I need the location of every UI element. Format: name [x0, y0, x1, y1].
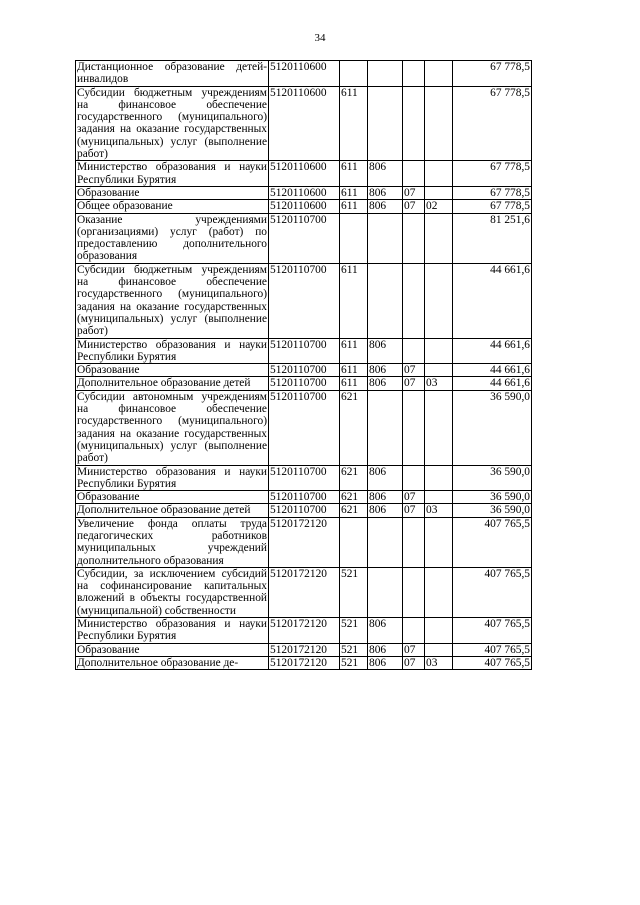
- expense-type-cell: 621: [340, 504, 368, 517]
- section-code-cell: 07: [403, 656, 425, 669]
- target-article-cell: 5120110600: [269, 186, 340, 199]
- amount-cell: 44 661,6: [453, 263, 532, 338]
- expense-type-cell: 611: [340, 86, 368, 161]
- table-row: [76, 377, 532, 390]
- expense-type-cell: 521: [340, 567, 368, 617]
- department-code-cell: [368, 517, 403, 567]
- department-code-cell: [368, 61, 403, 87]
- section-code-cell: [403, 213, 425, 263]
- expense-type-cell: 621: [340, 491, 368, 504]
- section-code-cell: 07: [403, 643, 425, 656]
- target-article-cell: 5120110700: [269, 364, 340, 377]
- department-code-cell: 806: [368, 656, 403, 669]
- section-code-cell: [403, 618, 425, 644]
- table-row: [76, 618, 532, 644]
- section-code-cell: [403, 465, 425, 491]
- row-name-cell: Министерство образования и науки Республики Бурятия: [77, 465, 267, 490]
- department-code-cell: [368, 263, 403, 338]
- expense-type-cell: 521: [340, 618, 368, 644]
- target-article-cell: 5120110700: [269, 491, 340, 504]
- row-name-cell: Дополнительное образование де-: [76, 656, 269, 669]
- table-row: [76, 390, 532, 465]
- subsection-code-cell: [425, 517, 453, 567]
- page-number: 34: [314, 32, 326, 44]
- department-code-cell: 806: [368, 161, 403, 187]
- section-code-cell: [403, 567, 425, 617]
- target-article-cell: 5120110700: [269, 465, 340, 491]
- target-article-cell: 5120110700: [269, 213, 340, 263]
- section-code-cell: [403, 86, 425, 161]
- target-article-cell: 5120172120: [269, 618, 340, 644]
- table-row: [76, 517, 532, 567]
- amount-cell: 36 590,0: [453, 491, 532, 504]
- expense-type-cell: 621: [340, 465, 368, 491]
- target-article-cell: 5120110600: [269, 161, 340, 187]
- row-name-cell: Дополнительное образование детей: [76, 504, 269, 517]
- row-name-cell: Образование: [76, 186, 269, 199]
- table-row: [76, 656, 532, 669]
- target-article-cell: 5120172120: [269, 656, 340, 669]
- target-article-cell: 5120110700: [269, 390, 340, 465]
- row-name-cell: Министерство образования и науки Республики Бурятия: [77, 161, 267, 186]
- row-name-cell: Субсидии, за исключением субсидий на софинансирование капитальных вложений в объекты государственной (муниципальной) собственности: [77, 567, 267, 617]
- subsection-code-cell: [425, 390, 453, 465]
- section-code-cell: [403, 263, 425, 338]
- subsection-code-cell: 03: [425, 377, 453, 390]
- table-row: [76, 465, 532, 491]
- target-article-cell: 5120110600: [269, 200, 340, 213]
- row-name-cell: Образование: [76, 643, 269, 656]
- table-row: [76, 504, 532, 517]
- amount-cell: 67 778,5: [453, 161, 532, 187]
- target-article-cell: 5120172120: [269, 517, 340, 567]
- subsection-code-cell: [425, 338, 453, 364]
- amount-cell: 67 778,5: [453, 200, 532, 213]
- amount-cell: 67 778,5: [453, 61, 532, 87]
- row-name-cell: Дополнительное образование детей: [76, 377, 269, 390]
- table-body: [76, 61, 532, 670]
- target-article-cell: 5120110700: [269, 377, 340, 390]
- expense-type-cell: 521: [340, 643, 368, 656]
- subsection-code-cell: 03: [425, 504, 453, 517]
- department-code-cell: [368, 86, 403, 161]
- target-article-cell: 5120110600: [269, 61, 340, 87]
- target-article-cell: 5120110600: [269, 86, 340, 161]
- department-code-cell: 806: [368, 338, 403, 364]
- section-code-cell: [403, 61, 425, 87]
- department-code-cell: 806: [368, 491, 403, 504]
- section-code-cell: 07: [403, 186, 425, 199]
- subsection-code-cell: 03: [425, 656, 453, 669]
- section-code-cell: 07: [403, 200, 425, 213]
- department-code-cell: 806: [368, 377, 403, 390]
- target-article-cell: 5120110700: [269, 263, 340, 338]
- section-code-cell: 07: [403, 491, 425, 504]
- target-article-cell: 5120172120: [269, 643, 340, 656]
- section-code-cell: [403, 517, 425, 567]
- amount-cell: 36 590,0: [453, 390, 532, 465]
- subsection-code-cell: 02: [425, 200, 453, 213]
- amount-cell: 44 661,6: [453, 338, 532, 364]
- row-name-cell: Министерство образования и науки Республики Бурятия: [77, 618, 267, 643]
- row-name-cell: Образование: [76, 364, 269, 377]
- expense-type-cell: 611: [340, 377, 368, 390]
- row-name-cell: Дистанционное образование детей-инвалидов: [77, 61, 267, 86]
- amount-cell: 407 765,5: [453, 567, 532, 617]
- amount-cell: 67 778,5: [453, 86, 532, 161]
- department-code-cell: 806: [368, 643, 403, 656]
- subsection-code-cell: [425, 86, 453, 161]
- row-name-cell: Субсидии бюджетным учреждениям на финансовое обеспечение государственного (муниципального) задания на оказание государственных (муниципальных) услуг (выполнение работ): [77, 263, 267, 338]
- department-code-cell: 806: [368, 364, 403, 377]
- department-code-cell: 806: [368, 186, 403, 199]
- target-article-cell: 5120110700: [269, 338, 340, 364]
- row-name-cell: Оказание учреждениями (организациями) услуг (работ) по предоставлению дополнительного образования: [77, 213, 267, 263]
- row-name-cell: Субсидии бюджетным учреждениям на финансовое обеспечение государственного (муниципального) задания на оказание государственных (муниципальных) услуг (выполнение работ): [77, 86, 267, 161]
- amount-cell: 407 765,5: [453, 643, 532, 656]
- section-code-cell: 07: [403, 377, 425, 390]
- table-row: [76, 186, 532, 199]
- table-row: [76, 61, 532, 87]
- section-code-cell: 07: [403, 364, 425, 377]
- section-code-cell: [403, 161, 425, 187]
- expense-type-cell: 611: [340, 200, 368, 213]
- subsection-code-cell: [425, 263, 453, 338]
- amount-cell: 44 661,6: [453, 364, 532, 377]
- subsection-code-cell: [425, 161, 453, 187]
- expense-type-cell: 621: [340, 390, 368, 465]
- expense-type-cell: 611: [340, 161, 368, 187]
- section-code-cell: [403, 338, 425, 364]
- table-row: [76, 338, 532, 364]
- expense-type-cell: [340, 61, 368, 87]
- budget-table: [75, 60, 532, 670]
- subsection-code-cell: [425, 61, 453, 87]
- table-row: [76, 567, 532, 617]
- amount-cell: 407 765,5: [453, 656, 532, 669]
- amount-cell: 44 661,6: [453, 377, 532, 390]
- expense-type-cell: 611: [340, 338, 368, 364]
- department-code-cell: 806: [368, 200, 403, 213]
- row-name-cell: Образование: [76, 491, 269, 504]
- amount-cell: 36 590,0: [453, 465, 532, 491]
- subsection-code-cell: [425, 465, 453, 491]
- subsection-code-cell: [425, 364, 453, 377]
- department-code-cell: 806: [368, 504, 403, 517]
- amount-cell: 407 765,5: [453, 618, 532, 644]
- row-name-cell: Министерство образования и науки Республики Бурятия: [77, 338, 267, 363]
- expense-type-cell: 521: [340, 656, 368, 669]
- amount-cell: 67 778,5: [453, 186, 532, 199]
- section-code-cell: 07: [403, 504, 425, 517]
- subsection-code-cell: [425, 213, 453, 263]
- table-row: [76, 643, 532, 656]
- table-row: [76, 213, 532, 263]
- department-code-cell: [368, 213, 403, 263]
- expense-type-cell: 611: [340, 263, 368, 338]
- target-article-cell: 5120172120: [269, 567, 340, 617]
- expense-type-cell: 611: [340, 186, 368, 199]
- expense-type-cell: [340, 517, 368, 567]
- table-row: [76, 200, 532, 213]
- target-article-cell: 5120110700: [269, 504, 340, 517]
- amount-cell: 36 590,0: [453, 504, 532, 517]
- expense-type-cell: [340, 213, 368, 263]
- subsection-code-cell: [425, 618, 453, 644]
- department-code-cell: 806: [368, 618, 403, 644]
- department-code-cell: [368, 567, 403, 617]
- table-row: [76, 364, 532, 377]
- subsection-code-cell: [425, 491, 453, 504]
- section-code-cell: [403, 390, 425, 465]
- table-row: [76, 161, 532, 187]
- department-code-cell: [368, 390, 403, 465]
- subsection-code-cell: [425, 186, 453, 199]
- table-row: [76, 263, 532, 338]
- expense-type-cell: 611: [340, 364, 368, 377]
- subsection-code-cell: [425, 643, 453, 656]
- subsection-code-cell: [425, 567, 453, 617]
- row-name-cell: Общее образование: [76, 200, 269, 213]
- row-name-cell: Субсидии автономным учреждениям на финансовое обеспечение государственного (муниципального) задания на оказание государственных (муниципальных) услуг (выполнение работ): [77, 390, 267, 465]
- table-row: [76, 491, 532, 504]
- amount-cell: 81 251,6: [453, 213, 532, 263]
- row-name-cell: Увеличение фонда оплаты труда педагогических работников муниципальных учреждений дополнительного образования: [77, 517, 267, 567]
- table-row: [76, 86, 532, 161]
- department-code-cell: 806: [368, 465, 403, 491]
- amount-cell: 407 765,5: [453, 517, 532, 567]
